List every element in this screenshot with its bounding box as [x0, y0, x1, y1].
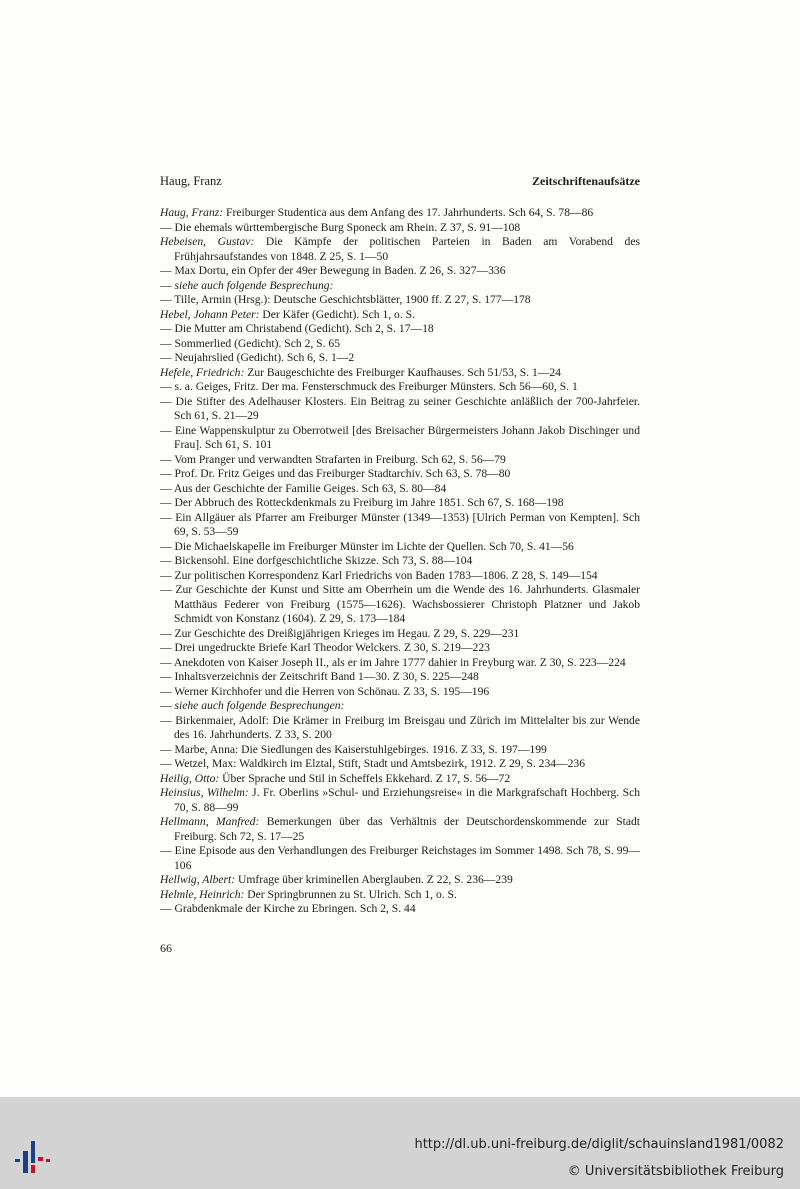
entry-text: — Zur Geschichte der Kunst und Sitte am Oberrhein um die Wende des 16. Jahrhunderts. Glasmaler Matthäus Federer von Freiburg (1575—1626). Wachsbossierer Christoph Platzner und Jakob Schmidt von Konstanz (1604). Z 29, S. 173—184: [160, 583, 640, 625]
entry-text: — Grabdenkmale der Kirche zu Ebringen. Sch 2, S. 44: [160, 902, 416, 915]
entry-text: — Prof. Dr. Fritz Geiges und das Freiburger Stadtarchiv. Sch 63, S. 78—80: [160, 467, 511, 480]
bibliography-entry: [160, 815, 640, 844]
entry-text: — Sommerlied (Gedicht). Sch 2, S. 65: [160, 336, 341, 350]
bibliography-entry: [160, 351, 640, 366]
entry-text: — Marbe, Anna: Die Siedlungen des Kaiserstuhlgebirges. 1916. Z 33, S. 197—199: [160, 742, 547, 756]
bibliography-entry: [160, 380, 640, 395]
entry-text: J. Fr. Oberlins »Schul- und Erziehungsreise« in die Markgrafschaft Hochberg. Sch 70, S. 88—99: [174, 786, 641, 814]
entry-text: — Max Dortu, ein Opfer der 49er Bewegung in Baden. Z 26, S. 327—336: [160, 264, 506, 277]
bibliography-entry: [160, 467, 640, 482]
bibliography-entry: [160, 699, 640, 714]
entry-text: — Birkenmaier, Adolf: Die Krämer in Freiburg im Breisgau und Zürich im Mittelalter bis zur Wende des 16. Jahrhunderts. Z 33, S. 200: [160, 713, 640, 741]
source-url-link[interactable]: http://dl.ub.uni-freiburg.de/diglit/schauinsland1981/0082: [414, 1137, 784, 1152]
bibliography-entry: [160, 308, 640, 323]
entry-author: Hellwig, Albert:: [160, 873, 236, 886]
entry-text: — Aus der Geschichte der Familie Geiges. Sch 63, S. 80—84: [160, 481, 447, 495]
entry-text: — Zur Geschichte des Dreißigjährigen Krieges im Hegau. Z 29, S. 229—231: [160, 626, 520, 640]
bibliography-entry: [160, 873, 640, 888]
entry-text: — Eine Episode aus den Verhandlungen des Freiburger Reichstages im Sommer 1498. Sch 78, S. 99—106: [160, 844, 640, 872]
running-header-section: Zeitschriftenaufsätze: [532, 174, 640, 188]
entry-text: —: [160, 278, 175, 292]
bibliography-entry: [160, 366, 640, 381]
entry-text: Bemerkungen über das Verhältnis der Deutschordenskommende zur Stadt Freiburg. Sch 72, S. 17—25: [174, 815, 640, 843]
entry-text: Über Sprache und Stil in Scheffels Ekkehard. Z 17, S. 56—72: [219, 771, 511, 785]
entry-text: Der Springbrunnen zu St. Ulrich. Sch 1, o. S.: [244, 887, 457, 901]
bibliography-entry: [160, 235, 640, 264]
bibliography-entry: [160, 206, 640, 221]
bibliography-entry: [160, 293, 640, 308]
bibliography-entry: [160, 424, 640, 453]
entry-author: Hebeisen, Gustav:: [160, 235, 255, 248]
bibliography-entry: [160, 743, 640, 758]
entry-text: —: [160, 699, 175, 712]
bibliography-entry: [160, 496, 640, 511]
entry-text: — Der Abbruch des Rotteckdenkmals zu Freiburg im Jahre 1851. Sch 67, S. 168—198: [160, 496, 564, 509]
bibliography-entry: [160, 670, 640, 685]
entry-text: Freiburger Studentica aus dem Anfang des 17. Jahrhunderts. Sch 64, S. 78—86: [223, 206, 594, 219]
bibliography-entry: [160, 482, 640, 497]
bibliography-entry: [160, 221, 640, 236]
bibliography-entry: [160, 714, 640, 743]
entry-text: — Bickensohl. Eine dorfgeschichtliche Skizze. Sch 73, S. 88—104: [160, 554, 473, 567]
entry-text: — Anekdoten von Kaiser Joseph II., als er im Jahre 1777 dahier in Freyburg war. Z 30, S. 223—224: [160, 655, 626, 669]
entry-text: — Die ehemals württembergische Burg Sponeck am Rhein. Z 37, S. 91—108: [160, 220, 521, 234]
entry-text: — Tille, Armin (Hrsg.): Deutsche Geschichtsblätter, 1900 ff. Z 27, S. 177—178: [160, 293, 531, 306]
entry-author: Haug, Franz:: [160, 206, 224, 219]
bibliography-entry: [160, 554, 640, 569]
bibliography-entry: [160, 757, 640, 772]
bibliography-entry: [160, 322, 640, 337]
entry-text: Umfrage über kriminellen Aberglauben. Z 22, S. 236—239: [235, 873, 513, 886]
bibliography-entry: [160, 641, 640, 656]
entry-text: — Eine Wappenskulptur zu Oberrotweil [des Breisacher Bürgermeisters Johann Jakob Dischinger und Frau]. Sch 61, S. 101: [160, 423, 640, 451]
entry-text: — Inhaltsverzeichnis der Zeitschrift Band 1—30. Z 30, S. 225—248: [160, 670, 479, 683]
entry-text: Die Kämpfe der politischen Parteien in Baden am Vorabend des Frühjahrsaufstandes von 1848. Z 25, S. 1—50: [174, 235, 640, 263]
bibliography-entry: [160, 337, 640, 352]
entry-text: Der Käfer (Gedicht). Sch 1, o. S.: [259, 307, 415, 321]
bibliography-entry: [160, 279, 640, 294]
copyright-notice: © Universitätsbibliothek Freiburg: [567, 1164, 784, 1179]
bibliography-entry: [160, 583, 640, 627]
bibliography-entry: [160, 844, 640, 873]
entry-author: Hellmann, Manfred:: [160, 815, 260, 828]
entry-text: — Die Stifter des Adelhauser Klosters. Ein Beitrag zu seiner Geschichte anläßlich der 700-Jahrfeier. Sch 61, S. 21—29: [160, 394, 640, 422]
bibliography-entry: [160, 772, 640, 787]
entry-author: Helmle, Heinrich:: [160, 887, 245, 901]
entry-author: Heinsius, Wilhelm:: [160, 786, 249, 799]
bibliography-entry: [160, 888, 640, 903]
bibliography-entry: [160, 511, 640, 540]
entry-text: — s. a. Geiges, Fritz. Der ma. Fensterschmuck des Freiburger Münsters. Sch 56—60, S. 1: [160, 380, 578, 393]
entry-text: — Vom Pranger und verwandten Strafarten in Freiburg. Sch 62, S. 56—79: [160, 452, 506, 466]
bibliography-entry: [160, 569, 640, 584]
bibliography-entry: [160, 540, 640, 555]
entry-text: — Wetzel, Max: Waldkirch im Elztal, Stift, Stadt und Amtsbezirk, 1912. Z 29, S. 234—236: [160, 757, 586, 770]
entry-text: — Ein Allgäuer als Pfarrer am Freiburger Münster (1349—1353) [Ulrich Perman von Kempten]. Sch 69, S. 53—59: [160, 510, 640, 538]
entry-note: siehe auch folgende Besprechung:: [174, 278, 334, 292]
entry-text: Zur Baugeschichte des Freiburger Kaufhauses. Sch 51/53, S. 1—24: [244, 365, 561, 379]
entry-note: siehe auch folgende Besprechungen:: [174, 699, 345, 712]
bibliography-entry: [160, 395, 640, 424]
entry-text: — Neujahrslied (Gedicht). Sch 6, S. 1—2: [160, 351, 355, 364]
bibliography-entry: [160, 453, 640, 468]
bibliography-entry: [160, 685, 640, 700]
bibliography-entry: [160, 786, 640, 815]
entry-text: — Drei ungedruckte Briefe Karl Theodor Welckers. Z 30, S. 219—223: [160, 641, 490, 654]
bibliography-entry: [160, 656, 640, 671]
entry-author: Hefele, Friedrich:: [160, 365, 245, 379]
library-logo-icon: [12, 1137, 52, 1177]
page-number: 66: [160, 941, 172, 955]
entry-author: Hebel, Johann Peter:: [160, 307, 260, 321]
running-header-author: Haug, Franz: [160, 174, 222, 188]
bibliography-list: [160, 206, 640, 917]
bibliography-entry: [160, 627, 640, 642]
entry-author: Heilig, Otto:: [160, 771, 220, 785]
bibliography-entry: [160, 264, 640, 279]
entry-text: — Zur politischen Korrespondenz Karl Friedrichs von Baden 1783—1806. Z 28, S. 149—154: [160, 568, 598, 582]
entry-text: — Die Michaelskapelle im Freiburger Münster im Lichte der Quellen. Sch 70, S. 41—56: [160, 539, 574, 553]
bibliography-entry: [160, 902, 640, 917]
entry-text: — Die Mutter am Christabend (Gedicht). Sch 2, S. 17—18: [160, 322, 434, 335]
entry-text: — Werner Kirchhofer und die Herren von Schönau. Z 33, S. 195—196: [160, 684, 490, 698]
